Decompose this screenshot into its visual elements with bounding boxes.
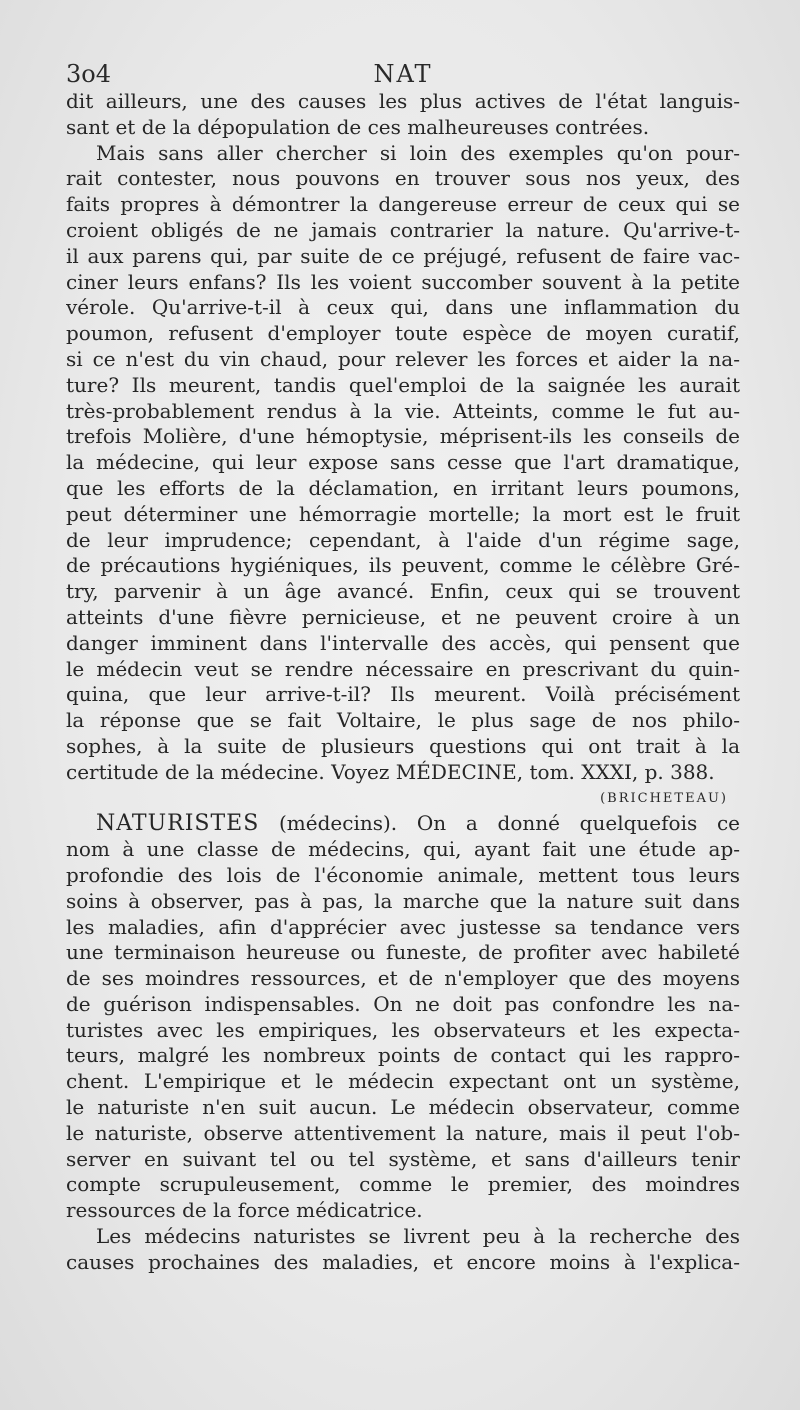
text-line: de précautions hygiéniques, ils peuvent, comme le célèbre Gré- (66, 553, 740, 578)
text-line: si ce n'est du vin chaud, pour relever les forces et aider la na- (66, 346, 740, 371)
text-line: quina, que leur arrive-t-il? Ils meurent. Voilà précisément (66, 682, 740, 707)
text-line: de ses moindres ressources, et de n'employer que des moyens (66, 966, 740, 991)
text-line: la réponse que se fait Voltaire, le plus sage de nos philo- (66, 708, 740, 733)
text-line: poumon, refusent d'employer toute espèce de moyen curatif, (66, 321, 740, 346)
entry-qualifier: (médecins). (259, 811, 398, 836)
text-line: que les efforts de la déclamation, en irritant leurs poumons, (66, 475, 740, 500)
entry-first-line (66, 811, 740, 837)
text-line: causes prochaines des maladies, et encore moins à l'explica- (66, 1249, 740, 1274)
text-line: ressources de la force médicatrice. (66, 1198, 423, 1223)
text-line: server en suivant tel ou tel système, et sans d'ailleurs tenir (66, 1146, 740, 1171)
text-line: ciner leurs enfans? Ils les voient succomber souvent à la petite (66, 269, 740, 294)
text-line: faits propres à démontrer la dangereuse erreur de ceux qui se (66, 192, 740, 217)
text-line: compte scrupuleusement, comme le premier, des moindres (66, 1172, 740, 1197)
text-line: trefois Molière, d'une hémoptysie, méprisent-ils les conseils de (66, 424, 740, 449)
text-line: peut déterminer une hémorragie mortelle; la mort est le fruit (66, 501, 740, 526)
text-line: Mais sans aller chercher si loin des exemples qu'on pour- (96, 140, 740, 165)
text-line: les maladies, afin d'apprécier avec justesse sa tendance vers (66, 914, 740, 939)
text-line: le médecin veut se rendre nécessaire en prescrivant du quin- (66, 656, 740, 681)
text-line: de guérison indispensables. On ne doit pas confondre les na- (66, 991, 740, 1016)
text-line: une terminaison heureuse ou funeste, de profiter avec habileté (66, 940, 740, 965)
text-line: nom à une classe de médecins, qui, ayant fait une étude ap- (66, 837, 740, 862)
text-line: certitude de la médecine. Voyez MÉDECINE, tom. XXXI, p. 388. (66, 759, 715, 784)
author-signature: (BRICHETEAU) (600, 790, 728, 806)
text-line: turistes avec les empiriques, les observateurs et les expecta- (66, 1017, 740, 1042)
running-head: NAT (373, 60, 433, 88)
entry-headword: NATURISTES (96, 811, 260, 837)
text-line: rait contester, nous pouvons en trouver sous nos yeux, des (66, 166, 740, 191)
text-line: teurs, malgré les nombreux points de contact qui les rappro- (66, 1043, 740, 1068)
text-line: le naturiste, observe attentivement la nature, mais il peut l'ob- (66, 1120, 740, 1145)
text-line: croient obligés de ne jamais contrarier la nature. Qu'arrive-t- (66, 217, 740, 242)
text-line: dit ailleurs, une des causes les plus actives de l'état languis- (66, 89, 740, 113)
text-line: très-probablement rendus à la vie. Atteints, comme le fut au- (66, 398, 740, 423)
text-line: profondie des lois de l'économie animale, mettent tous leurs (66, 862, 740, 887)
text-line: sophes, à la suite de plusieurs questions qui ont trait à la (66, 733, 740, 758)
text-line: soins à observer, pas à pas, la marche que la nature suit dans (66, 888, 740, 913)
text-line: danger imminent dans l'intervalle des accès, qui pensent que (66, 630, 740, 655)
text-line: chent. L'empirique et le médecin expectant ont un système, (66, 1069, 740, 1094)
text-line: ture? Ils meurent, tandis quel'emploi de la saignée les aurait (66, 372, 740, 397)
text-line: atteints d'une fièvre pernicieuse, et ne peuvent croire à un (66, 604, 740, 629)
text-line: sant et de la dépopulation de ces malheureuses contrées. (66, 114, 650, 139)
entry-first-line-text: On a donné quelquefois ce (397, 811, 740, 836)
text-line: il aux parens qui, par suite de ce préjugé, refusent de faire vac- (66, 243, 740, 268)
text-line: la médecine, qui leur expose sans cesse que l'art dramatique, (66, 450, 740, 475)
text-line: vérole. Qu'arrive-t-il à ceux qui, dans une inflammation du (66, 295, 740, 320)
text-line: le naturiste n'en suit aucun. Le médecin observateur, comme (66, 1095, 740, 1120)
body-text (66, 89, 740, 1276)
page-number: 3o4 (66, 60, 111, 88)
text-line: try, parvenir à un âge avancé. Enfin, ceux qui se trouvent (66, 579, 740, 604)
text-line: Les médecins naturistes se livrent peu à la recherche des (96, 1224, 740, 1249)
text-line: de leur imprudence; cependant, à l'aide d'un régime sage, (66, 527, 740, 552)
